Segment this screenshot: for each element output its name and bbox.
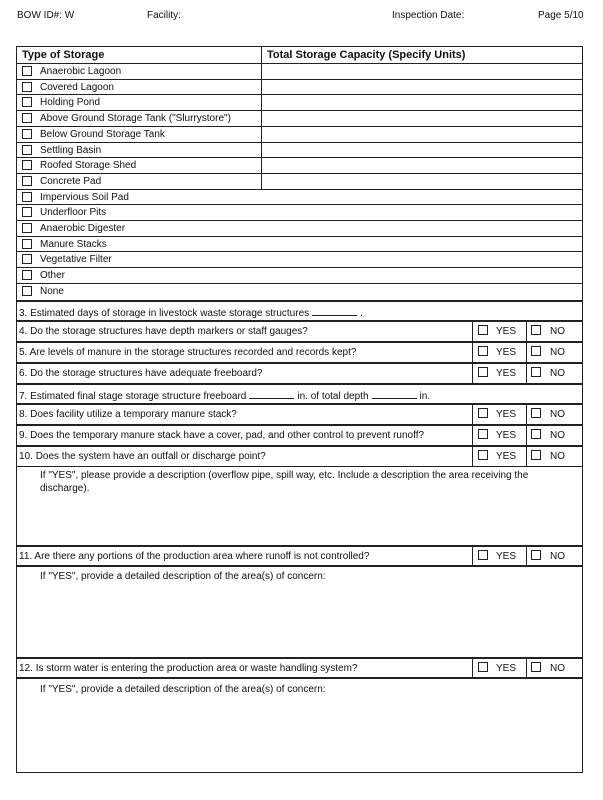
storage-type-label: Below Ground Storage Tank bbox=[40, 129, 165, 140]
storage-checkbox[interactable] bbox=[22, 129, 32, 139]
storage-type-label: None bbox=[40, 286, 64, 297]
storage-type-label: Above Ground Storage Tank ("Slurrystore") bbox=[40, 113, 231, 124]
days-storage-blank[interactable] bbox=[312, 306, 357, 316]
q12-yes-label: YES bbox=[496, 663, 517, 674]
yes-checkbox[interactable] bbox=[478, 325, 488, 335]
yes-checkbox[interactable] bbox=[478, 408, 488, 418]
no-label: NO bbox=[550, 368, 565, 379]
storage-checkbox[interactable] bbox=[22, 192, 32, 202]
facility-label: Facility: bbox=[147, 10, 181, 21]
storage-type-label: Anaerobic Digester bbox=[40, 223, 126, 234]
storage-type-label: Holding Pond bbox=[40, 97, 101, 108]
q11-detail-text: If "YES", provide a detailed description of the area(s) of concern: bbox=[40, 571, 326, 582]
yes-label: YES bbox=[496, 347, 517, 358]
storage-checkbox[interactable] bbox=[22, 160, 32, 170]
storage-type-header: Type of Storage bbox=[22, 49, 105, 61]
q12-no-label: NO bbox=[550, 663, 565, 674]
storage-type-label: Vegetative Filter bbox=[40, 254, 112, 265]
question-text: 5. Are levels of manure in the storage structures recorded and records kept? bbox=[19, 347, 357, 358]
q12-yes-checkbox[interactable] bbox=[478, 662, 488, 672]
storage-table-divider bbox=[261, 46, 262, 189]
bow-id-label: BOW ID#: W bbox=[17, 10, 75, 21]
storage-checkbox[interactable] bbox=[22, 97, 32, 107]
storage-type-label: Other bbox=[40, 270, 66, 281]
q7-text: 7. Estimated final stage storage structure freeboard in. of total depth in. bbox=[19, 391, 431, 402]
no-checkbox[interactable] bbox=[531, 346, 541, 356]
yes-label: YES bbox=[496, 368, 517, 379]
q11-yes-label: YES bbox=[496, 551, 517, 562]
storage-type-label: Manure Stacks bbox=[40, 239, 107, 250]
total-depth-blank[interactable] bbox=[372, 389, 417, 399]
storage-type-label: Anaerobic Lagoon bbox=[40, 66, 122, 77]
storage-checkbox[interactable] bbox=[22, 176, 32, 186]
question-text: 4. Do the storage structures have depth markers or staff gauges? bbox=[19, 326, 308, 337]
storage-type-label: Covered Lagoon bbox=[40, 82, 114, 93]
question-text: 9. Does the temporary manure stack have a cover, pad, and other control to prevent runoff? bbox=[19, 430, 425, 441]
storage-type-label: Settling Basin bbox=[40, 145, 102, 156]
q11-no-checkbox[interactable] bbox=[531, 550, 541, 560]
storage-checkbox[interactable] bbox=[22, 254, 32, 264]
no-checkbox[interactable] bbox=[531, 325, 541, 335]
no-checkbox[interactable] bbox=[531, 450, 541, 460]
question-text: 6. Do the storage structures have adequate freeboard? bbox=[19, 368, 263, 379]
no-label: NO bbox=[550, 409, 565, 420]
yes-label: YES bbox=[496, 430, 517, 441]
question-text: 10. Does the system have an outfall or discharge point? bbox=[19, 451, 266, 462]
q10-detail-text: If "YES", please provide a description (overflow pipe, spill way, etc. Include a description the area receiving the discharge). bbox=[40, 470, 529, 494]
no-label: NO bbox=[550, 347, 565, 358]
no-checkbox[interactable] bbox=[531, 429, 541, 439]
storage-checkbox[interactable] bbox=[22, 239, 32, 249]
storage-type-label: Concrete Pad bbox=[40, 176, 102, 187]
storage-checkbox[interactable] bbox=[22, 82, 32, 92]
q11-yes-checkbox[interactable] bbox=[478, 550, 488, 560]
yes-label: YES bbox=[496, 451, 517, 462]
question-text: 8. Does facility utilize a temporary manure stack? bbox=[19, 409, 237, 420]
storage-checkbox[interactable] bbox=[22, 270, 32, 280]
yes-checkbox[interactable] bbox=[478, 346, 488, 356]
storage-type-label: Impervious Soil Pad bbox=[40, 192, 129, 203]
q3-text: 3. Estimated days of storage in livestock waste storage structures . bbox=[19, 308, 363, 319]
storage-checkbox[interactable] bbox=[22, 145, 32, 155]
q12-text: 12. Is storm water is entering the production area or waste handling system? bbox=[19, 663, 358, 674]
no-label: NO bbox=[550, 430, 565, 441]
storage-type-label: Roofed Storage Shed bbox=[40, 160, 137, 171]
q12-detail-text: If "YES", provide a detailed description of the area(s) of concern: bbox=[40, 684, 326, 695]
yes-label: YES bbox=[496, 409, 517, 420]
inspection-date-label: Inspection Date: bbox=[392, 10, 465, 21]
yes-checkbox[interactable] bbox=[478, 429, 488, 439]
storage-checkbox[interactable] bbox=[22, 66, 32, 76]
freeboard-blank[interactable] bbox=[249, 389, 294, 399]
storage-checkbox[interactable] bbox=[22, 207, 32, 217]
q11-text: 11. Are there any portions of the production area where runoff is not controlled? bbox=[19, 551, 370, 562]
yes-label: YES bbox=[496, 326, 517, 337]
storage-checkbox[interactable] bbox=[22, 286, 32, 296]
storage-checkbox[interactable] bbox=[22, 113, 32, 123]
q12-no-checkbox[interactable] bbox=[531, 662, 541, 672]
no-label: NO bbox=[550, 326, 565, 337]
storage-type-label: Underfloor Pits bbox=[40, 207, 107, 218]
yes-checkbox[interactable] bbox=[478, 450, 488, 460]
no-label: NO bbox=[550, 451, 565, 462]
no-checkbox[interactable] bbox=[531, 367, 541, 377]
page-number: Page 5/10 bbox=[538, 10, 584, 21]
q11-no-label: NO bbox=[550, 551, 565, 562]
storage-checkbox[interactable] bbox=[22, 223, 32, 233]
storage-capacity-header: Total Storage Capacity (Specify Units) bbox=[267, 49, 466, 61]
no-checkbox[interactable] bbox=[531, 408, 541, 418]
yes-checkbox[interactable] bbox=[478, 367, 488, 377]
